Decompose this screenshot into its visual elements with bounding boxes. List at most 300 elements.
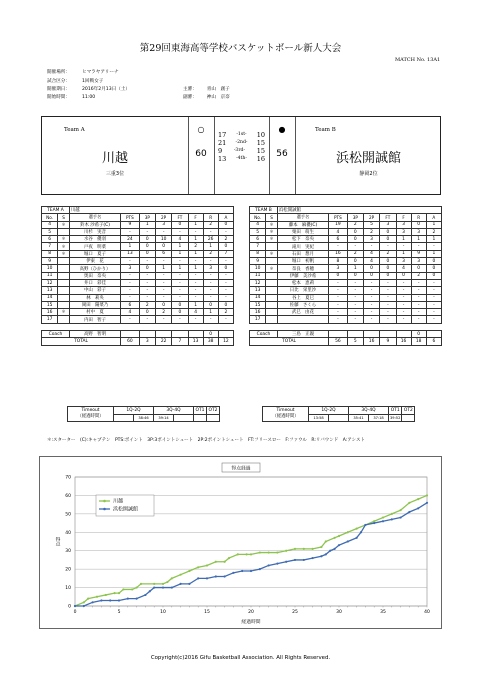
- stat-cell: 1: [172, 250, 188, 257]
- stat-cell: 15: [42, 301, 58, 308]
- stat-cell: -: [347, 279, 363, 286]
- team-b-label: Team B: [315, 127, 336, 133]
- coach-blank: [363, 331, 379, 338]
- player-name: 武巳 由花: [277, 309, 328, 316]
- stat-cell: 0: [139, 236, 155, 243]
- stat-cell: 5: [363, 221, 379, 228]
- stat-cell: -: [188, 258, 203, 265]
- player-row: [42, 309, 234, 316]
- stat-cell: 0: [218, 221, 233, 228]
- stat-cell: 2: [218, 236, 233, 243]
- stat-cell: 4: [329, 228, 348, 235]
- timeout-col-header: 3Q-4Q: [154, 407, 194, 415]
- stat-cell: -: [203, 228, 218, 235]
- stat-cell: 7: [218, 250, 233, 257]
- stat-cell: [58, 316, 70, 323]
- stat-cell: -: [218, 294, 233, 301]
- stat-cell: -: [426, 294, 441, 301]
- data-point: [83, 601, 85, 603]
- stat-cell: 5: [250, 228, 266, 235]
- stat-cell: -: [347, 309, 363, 316]
- timeout-value: [402, 414, 415, 422]
- stat-cell: 10: [250, 265, 266, 272]
- stat-cell: 1: [347, 265, 363, 272]
- column-header: 2P: [363, 214, 379, 221]
- stat-cell: -: [172, 272, 188, 279]
- data-point: [360, 531, 362, 533]
- coach-blank: [172, 331, 188, 338]
- data-point: [241, 570, 243, 572]
- stat-cell: -: [347, 243, 363, 250]
- stat-cell: -: [363, 301, 379, 308]
- data-point: [347, 540, 349, 542]
- timeout-sublabel: （経過時間）: [77, 414, 104, 420]
- stat-cell: 1: [426, 236, 441, 243]
- stat-cell: -: [155, 272, 171, 279]
- stat-cell: 1: [188, 301, 203, 308]
- coach-blank: [188, 331, 203, 338]
- stat-cell: -: [396, 301, 411, 308]
- column-header: 選手名: [69, 214, 120, 221]
- player-row: [42, 243, 234, 250]
- stat-cell: [58, 294, 70, 301]
- data-point: [320, 555, 322, 557]
- data-point: [400, 509, 402, 511]
- stat-cell: -: [121, 272, 140, 279]
- legend-box: [96, 495, 154, 516]
- stat-cell: 12: [42, 279, 58, 286]
- coach-blank: [347, 331, 363, 338]
- stat-cell: 3: [329, 265, 348, 272]
- data-point: [338, 544, 340, 546]
- header-row: [250, 214, 442, 221]
- stat-cell: 3: [363, 236, 379, 243]
- x-tick-label: 5: [117, 610, 121, 615]
- stat-cell: 1: [188, 221, 203, 228]
- x-axis-label: 経過時間: [241, 620, 261, 625]
- stat-cell: 2: [203, 250, 218, 257]
- y-axis-label: 得点: [54, 536, 60, 547]
- y-tick-label: 50: [65, 512, 71, 518]
- stat-cell: -: [121, 294, 140, 301]
- team-b-total: 56: [276, 149, 288, 159]
- stat-cell: -: [139, 258, 155, 265]
- stat-cell: [58, 265, 70, 272]
- player-row: [42, 250, 234, 257]
- stat-cell: 1: [188, 250, 203, 257]
- player-name: 滝川 実紀: [277, 243, 328, 250]
- stat-cell: 4: [250, 221, 266, 228]
- data-point: [268, 564, 270, 566]
- stat-cell: -: [188, 272, 203, 279]
- data-point: [294, 548, 296, 550]
- stat-cell: 1: [188, 265, 203, 272]
- total-label: TOTAL: [250, 338, 329, 345]
- column-header: FT: [380, 214, 396, 221]
- stat-cell: 2: [363, 228, 379, 235]
- stat-cell: -: [139, 272, 155, 279]
- y-tick-label: 0: [68, 604, 71, 610]
- player-row: [250, 258, 442, 265]
- coach-name: 三島 正親: [277, 331, 328, 338]
- stat-cell: 0: [172, 301, 188, 308]
- stat-cell: 13: [121, 250, 140, 257]
- stat-cell: 14: [250, 294, 266, 301]
- player-name: 村中 夏: [69, 309, 120, 316]
- data-point: [312, 557, 314, 559]
- total-cell: 16: [396, 338, 411, 345]
- stat-cell: [266, 272, 278, 279]
- player-row: [250, 265, 442, 272]
- column-header: R: [411, 214, 426, 221]
- team-a-label: Team A: [64, 127, 85, 133]
- column-header: 選手名: [277, 214, 328, 221]
- stat-cell: -: [203, 316, 218, 323]
- stat-cell: 2: [188, 243, 203, 250]
- stat-cell: 0: [347, 228, 363, 235]
- stat-cell: 16: [250, 309, 266, 316]
- player-row: [42, 236, 234, 243]
- data-point: [285, 561, 287, 563]
- stat-cell: 7: [42, 243, 58, 250]
- data-point: [382, 516, 384, 518]
- player-name: 石田 想月: [277, 250, 328, 257]
- x-tick-label: 20: [248, 610, 254, 615]
- stat-cell: -: [380, 243, 396, 250]
- stat-cell: -: [380, 294, 396, 301]
- player-row: [250, 250, 442, 257]
- stat-cell: -: [188, 279, 203, 286]
- stat-cell: -: [363, 316, 379, 323]
- stat-cell: -: [329, 316, 348, 323]
- stat-cell: 0: [139, 265, 155, 272]
- stat-cell: 4: [172, 236, 188, 243]
- match-number: MATCH No. 13A1: [395, 57, 441, 63]
- stat-cell: 0: [218, 243, 233, 250]
- timeout-col-header: OT1: [389, 407, 402, 415]
- stat-cell: -: [218, 316, 233, 323]
- data-point: [246, 553, 248, 555]
- stat-cell: 26: [203, 236, 218, 243]
- chart-title: 得点経過: [231, 466, 251, 472]
- timeout-value: [114, 414, 134, 422]
- total-row: [250, 338, 442, 345]
- stat-cell: -: [380, 287, 396, 294]
- stat-cell: 4: [188, 309, 203, 316]
- stat-cell: 4: [396, 265, 411, 272]
- player-name: 松下 奈央: [277, 236, 328, 243]
- data-point: [228, 557, 230, 559]
- stat-cell: -: [172, 287, 188, 294]
- stat-cell: 9: [42, 258, 58, 265]
- stat-cell: 1: [426, 250, 441, 257]
- venue-info: 開催場所： ヒマラヤアリーナ: [47, 70, 119, 75]
- player-row: [42, 294, 234, 301]
- data-point: [373, 522, 375, 524]
- stat-cell: -: [121, 287, 140, 294]
- stat-cell: -: [121, 279, 140, 286]
- player-name: 戸夜 明菜: [69, 243, 120, 250]
- data-point: [325, 540, 327, 542]
- data-point: [329, 550, 331, 552]
- stat-cell: -: [347, 287, 363, 294]
- stat-cell: 0: [172, 221, 188, 228]
- data-point: [294, 559, 296, 561]
- data-point: [417, 507, 419, 509]
- player-name: 奈良 香穂: [277, 265, 328, 272]
- stat-cell: 9: [121, 221, 140, 228]
- stat-cell: -: [396, 309, 411, 316]
- stat-cell: -: [203, 258, 218, 265]
- player-row: [250, 228, 442, 235]
- coach-row: [42, 331, 234, 338]
- stat-cell: 2: [139, 301, 155, 308]
- data-point: [408, 502, 410, 504]
- player-name: 川杉 実音: [69, 228, 120, 235]
- stat-cell: -: [188, 294, 203, 301]
- player-name: 堀口 夏子: [69, 250, 120, 257]
- stat-cell: -: [218, 228, 233, 235]
- stat-cell: 3: [411, 228, 426, 235]
- stat-cell: 4: [42, 221, 58, 228]
- stat-cell: 1: [426, 221, 441, 228]
- stat-cell: 6: [250, 236, 266, 243]
- column-header: S: [266, 214, 278, 221]
- score-progress-chart: [39, 456, 442, 629]
- data-point: [285, 550, 287, 552]
- total-cell: 9: [380, 338, 396, 345]
- player-name: 栗田 萌生: [277, 228, 328, 235]
- total-cell: 12: [218, 338, 233, 345]
- stat-cell: 0: [396, 272, 411, 279]
- column-header: A: [218, 214, 233, 221]
- stat-cell: -: [121, 258, 140, 265]
- player-name: 水谷 優羽: [69, 236, 120, 243]
- stat-cell: -: [203, 279, 218, 286]
- player-row: [250, 287, 442, 294]
- data-point: [131, 588, 133, 590]
- team-row: [250, 207, 442, 214]
- data-point: [259, 568, 261, 570]
- time-info: 開始時間： 11:00: [47, 95, 96, 100]
- data-point: [250, 570, 252, 572]
- player-name: 堀口 初帆: [277, 258, 328, 265]
- stat-cell: -: [172, 294, 188, 301]
- timeout-col-header: 1Q-2Q: [309, 407, 349, 415]
- stat-cell: -: [121, 316, 140, 323]
- stat-cell: 0: [363, 265, 379, 272]
- stat-cell: [266, 287, 278, 294]
- data-point: [149, 590, 151, 592]
- timeout-col-header: OT1: [194, 407, 207, 415]
- data-point: [347, 531, 349, 533]
- stat-cell: -: [380, 316, 396, 323]
- stat-cell: 3: [203, 265, 218, 272]
- referee-info: 主審： 青山 創子: [183, 87, 230, 92]
- stat-cell: 0: [347, 236, 363, 243]
- stat-cell: -: [363, 309, 379, 316]
- stat-cell: -: [203, 287, 218, 294]
- column-header: R: [203, 214, 218, 221]
- stat-cell: ＊: [58, 243, 70, 250]
- column-header: No.: [42, 214, 58, 221]
- stat-cell: -: [329, 301, 348, 308]
- data-point: [153, 583, 155, 585]
- stat-cell: -: [121, 228, 140, 235]
- stat-cell: 0: [329, 272, 348, 279]
- data-point: [162, 583, 164, 585]
- stat-cell: 1: [155, 265, 171, 272]
- stat-cell: 1: [203, 309, 218, 316]
- abbreviation-legend: ＊:スターター (C):キャプテン PTS:ポイント 3P:3ポイントシュート 2P:2ポイントシュート FT:フリースロー F:ファウル R:リバウンド A:アシスト: [47, 438, 365, 443]
- stat-cell: 1: [396, 236, 411, 243]
- stat-cell: -: [139, 294, 155, 301]
- total-cell: 18: [411, 338, 426, 345]
- stat-cell: -: [139, 287, 155, 294]
- player-row: [42, 265, 234, 272]
- coach-blank: [329, 331, 348, 338]
- data-point: [224, 561, 226, 563]
- stat-cell: [58, 228, 70, 235]
- data-point: [259, 551, 261, 553]
- data-point: [303, 559, 305, 561]
- stat-cell: 6: [42, 236, 58, 243]
- x-tick-label: 15: [204, 610, 210, 615]
- stat-cell: -: [155, 294, 171, 301]
- timeout-sublabel: （経過時間）: [272, 414, 299, 420]
- stat-cell: 3: [155, 221, 171, 228]
- stat-cell: 2: [218, 309, 233, 316]
- total-cell: 56: [329, 338, 348, 345]
- stat-cell: 17: [250, 316, 266, 323]
- stat-cell: 4: [121, 309, 140, 316]
- stat-cell: 2: [411, 272, 426, 279]
- team-name: 川越: [69, 207, 233, 214]
- player-name: 林 莉央: [69, 294, 120, 301]
- stat-cell: 4: [363, 250, 379, 257]
- total-row: [42, 338, 234, 345]
- data-point: [136, 598, 138, 600]
- team-a-name: 川越: [101, 151, 128, 166]
- y-tick-label: 40: [65, 530, 71, 536]
- timeout-value: [207, 414, 220, 422]
- stat-cell: -: [203, 272, 218, 279]
- player-row: [42, 316, 234, 323]
- y-tick-label: 20: [65, 567, 71, 573]
- data-point: [144, 594, 146, 596]
- player-name: 高野（ひかり）: [69, 265, 120, 272]
- data-point: [118, 599, 120, 601]
- data-point: [153, 586, 155, 588]
- x-tick-label: 35: [380, 610, 386, 615]
- stat-cell: 0: [380, 236, 396, 243]
- player-name: 奥田 奈央: [69, 272, 120, 279]
- data-point: [391, 518, 393, 520]
- quarter-scores: 17 -1st- 10 21 -2nd- 15 9 -3rd- 15 13 -4th- 16: [218, 131, 265, 163]
- stat-cell: 3: [396, 258, 411, 265]
- stat-cell: -: [139, 316, 155, 323]
- x-tick-label: 10: [160, 610, 166, 615]
- player-name: 中山 彩子: [69, 287, 120, 294]
- stat-cell: 10: [155, 236, 171, 243]
- stat-cell: 0: [411, 221, 426, 228]
- coach-label: Coach: [42, 331, 70, 338]
- team-name: 浜松開誠館: [277, 207, 441, 214]
- stat-cell: 6: [329, 236, 348, 243]
- stat-cell: 8: [250, 250, 266, 257]
- data-point: [206, 577, 208, 579]
- stat-cell: 7: [250, 243, 266, 250]
- player-row: [42, 301, 234, 308]
- player-row: [42, 279, 234, 286]
- stat-cell: 1: [121, 243, 140, 250]
- stat-cell: -: [380, 301, 396, 308]
- stat-cell: 6: [155, 250, 171, 257]
- data-point: [188, 570, 190, 572]
- stat-cell: ＊: [266, 221, 278, 228]
- stat-cell: -: [329, 279, 348, 286]
- stat-cell: -: [411, 294, 426, 301]
- stat-cell: -: [411, 316, 426, 323]
- stat-cell: -: [139, 279, 155, 286]
- stat-cell: -: [411, 243, 426, 250]
- stat-cell: 8: [42, 250, 58, 257]
- stat-cell: [58, 258, 70, 265]
- player-name: 松本 恵莉: [277, 279, 328, 286]
- stat-cell: 2: [380, 250, 396, 257]
- timeout-value: 37:18: [369, 414, 389, 422]
- stat-cell: 8: [329, 258, 348, 265]
- player-name: 伊藤 美沙希: [277, 272, 328, 279]
- stat-cell: -: [172, 316, 188, 323]
- stat-cell: -: [363, 287, 379, 294]
- stat-cell: 1: [411, 236, 426, 243]
- stat-cell: 1: [188, 236, 203, 243]
- stat-cell: 1: [139, 221, 155, 228]
- date-info: 開催期日： 2016年2月13日（土）: [47, 87, 131, 92]
- stat-cell: 0: [218, 265, 233, 272]
- stat-cell: ＊: [266, 236, 278, 243]
- total-cell: 13: [188, 338, 203, 345]
- legend-label: 川越: [113, 498, 124, 505]
- team-a-rank: 三重3位: [105, 171, 125, 177]
- stat-cell: [58, 301, 70, 308]
- y-tick-label: 60: [65, 493, 71, 499]
- stat-cell: -: [426, 309, 441, 316]
- stat-cell: -: [218, 272, 233, 279]
- team-a-timeouts: [67, 406, 220, 422]
- stat-cell: 0: [426, 265, 441, 272]
- stat-cell: ＊: [266, 228, 278, 235]
- data-point: [74, 605, 76, 607]
- stat-cell: [266, 258, 278, 265]
- stat-cell: 2: [426, 228, 441, 235]
- data-point: [237, 553, 239, 555]
- stat-cell: 0: [380, 265, 396, 272]
- x-tick-label: 30: [336, 610, 342, 615]
- y-tick-label: 70: [65, 475, 71, 481]
- timeout-value: 13:58: [309, 414, 329, 422]
- stat-cell: [266, 243, 278, 250]
- x-tick-label: 40: [424, 610, 430, 615]
- coach-blank: [139, 331, 155, 338]
- data-point: [408, 511, 410, 513]
- copyright-footer: Copyright(c)2016 Gifu Basketball Association. All Rights Reserved.: [150, 655, 331, 661]
- stat-cell: 0: [155, 301, 171, 308]
- coach-blank: [155, 331, 171, 338]
- coach-name: 高野 智明: [69, 331, 120, 338]
- stat-cell: 3: [121, 265, 140, 272]
